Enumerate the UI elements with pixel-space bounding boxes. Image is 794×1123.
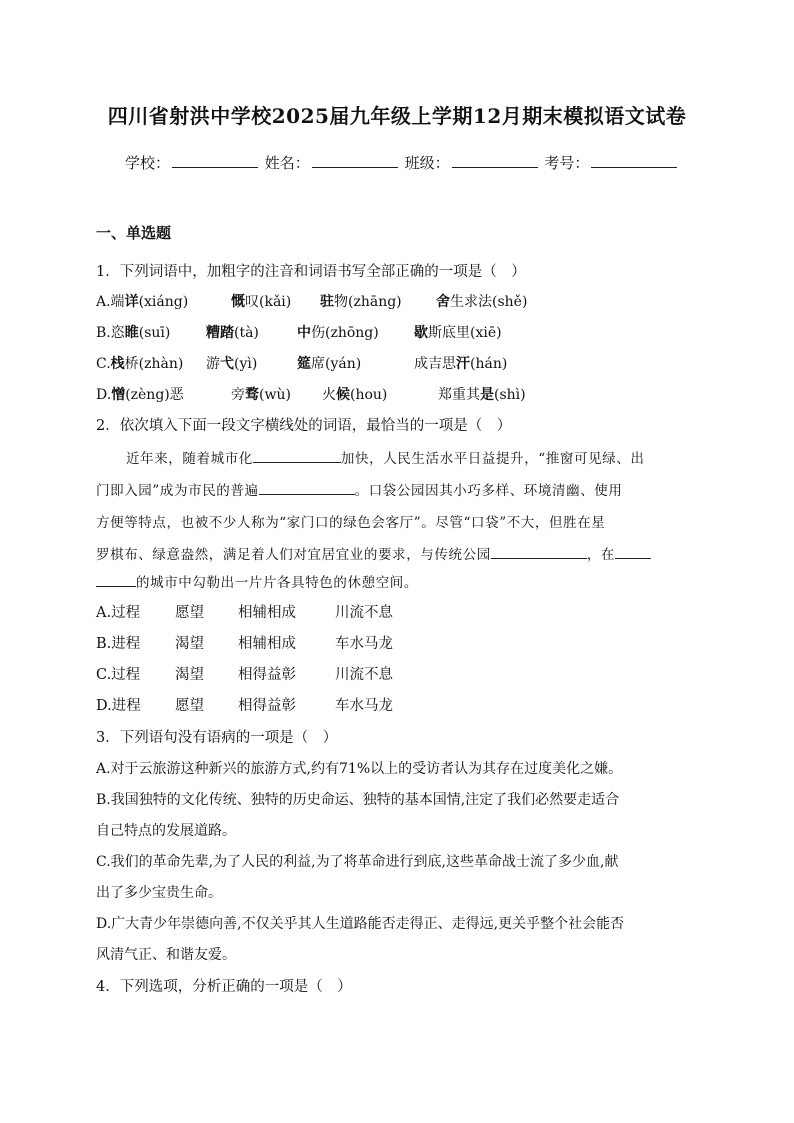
option-word: B.进程 — [96, 636, 141, 652]
q1d-text: 郑重其 — [438, 387, 480, 403]
q1b-text: 斯底里(xiē) — [428, 325, 502, 341]
blank-4-end[interactable] — [96, 574, 136, 587]
blank-1[interactable] — [253, 450, 341, 463]
q2-passage-line-3: 方便等特点，也被不少人称为“家门口的绿色会客厅”。尽管“口袋”不大，但胜在星 — [96, 515, 606, 531]
q3-option-b-line-2: 自己特点的发展道路。 — [96, 823, 236, 839]
q1d-text: (shì) — [494, 387, 526, 403]
q1c-text: 成吉思 — [414, 356, 456, 372]
option-word: 川流不息 — [335, 605, 393, 621]
q1b-bold: 踏 — [220, 325, 234, 341]
q3-option-c-line-2: 出了多少宝贵生命。 — [96, 885, 222, 901]
q1c-bold: 筵 — [297, 356, 311, 372]
q1c-text: C. — [96, 356, 111, 372]
passage-text: 门即入园”成为市民的普遍 — [96, 483, 259, 499]
q1-option-c — [96, 353, 507, 373]
q1a-text: 叹(kǎi) — [245, 294, 292, 310]
option-word: 渴望 — [175, 667, 204, 683]
q1d-text: (hou) — [350, 387, 388, 403]
passage-text: 。口袋公园因其小巧多样、环境清幽、使用 — [354, 483, 623, 499]
q1d-text: D. — [96, 387, 112, 403]
q1d-bold: 骛 — [245, 387, 259, 403]
blank-3[interactable] — [491, 546, 587, 559]
q2-passage-line-5 — [96, 571, 700, 591]
q3-stem: 3．下列语句没有语病的一项是（ ） — [96, 730, 338, 746]
option-word: 车水马龙 — [335, 698, 393, 714]
q2-option-a — [96, 601, 393, 622]
option-word: 相得益彰 — [238, 667, 296, 683]
q1c-text: (yì) — [234, 356, 258, 372]
option-word: 车水马龙 — [335, 636, 393, 652]
q1b-text: 伤(zhōng) — [311, 325, 379, 341]
option-word: 相辅相成 — [238, 605, 296, 621]
passage-text: 罗棋布、绿意盎然，满足着人们对宜居宜业的要求，与传统公园 — [96, 547, 491, 563]
option-word: 相得益彰 — [238, 698, 296, 714]
name-label: 姓名： — [264, 154, 310, 172]
q3-option-c-line-1: C.我们的革命先辈,为了人民的利益,为了将革命进行到底,这些革命战士流了多少血,献 — [96, 854, 619, 870]
q1b-text: (tà) — [234, 325, 259, 341]
q1b-text: B.恣 — [96, 325, 125, 341]
q2-option-d — [96, 694, 393, 715]
exam-title: 四川省射洪中学校2025届九年级上学期12月期末模拟语文试卷 — [107, 104, 687, 128]
q2-passage-line-1 — [126, 447, 730, 467]
q2-stem: 2．依次填入下面一段文字横线处的词语，最恰当的一项是（ ） — [96, 418, 512, 434]
q3-option-d-line-1: D.广大青少年崇德向善,不仅关乎其人生道路能否走得正、走得远,更关乎整个社会能否 — [96, 916, 625, 932]
option-word: 川流不息 — [335, 667, 393, 683]
q1d-text: 火 — [322, 387, 336, 403]
q3-option-d-line-2: 风清气正、和谐友爱。 — [96, 947, 236, 963]
q1c-bold: 弋 — [220, 356, 234, 372]
q1c-bold: 汗 — [456, 356, 470, 372]
option-word: D.进程 — [96, 698, 141, 714]
q1d-text: 旁 — [231, 387, 245, 403]
class-blank[interactable] — [452, 153, 538, 168]
q2-option-c — [96, 663, 393, 684]
q1a-text: 物(zhāng) — [334, 294, 402, 310]
passage-text: 近年来，随着城市化 — [126, 451, 253, 467]
option-word: 相辅相成 — [238, 636, 296, 652]
q1b-bold: 中 — [297, 325, 311, 341]
section-heading: 一、单选题 — [96, 224, 172, 242]
q1d-bold: 候 — [336, 387, 350, 403]
q4-stem: 4．下列选项，分析正确的一项是（ ） — [96, 979, 352, 995]
q1d-bold: 是 — [480, 387, 494, 403]
q1b-bold: 歇 — [414, 325, 428, 341]
q1-option-a — [96, 291, 527, 311]
school-blank[interactable] — [172, 153, 258, 168]
q1d-text: (zèng)恶 — [125, 387, 184, 403]
student-info-fields — [125, 152, 679, 173]
q1b-text: (suī) — [138, 325, 171, 341]
blank-4-start[interactable] — [615, 546, 651, 559]
number-blank[interactable] — [591, 153, 677, 168]
option-word: 愿望 — [175, 605, 204, 621]
q1a-bold: 舍 — [436, 294, 450, 310]
option-word: 愿望 — [175, 698, 204, 714]
q1-option-b — [96, 322, 502, 342]
q1d-bold: 憎 — [111, 387, 126, 403]
school-label: 学校： — [125, 154, 171, 172]
q2-option-b — [96, 632, 393, 653]
q2-passage-line-2 — [96, 479, 700, 499]
q1b-bold: 糟 — [206, 325, 220, 341]
q3-option-a: A.对于云旅游这种新兴的旅游方式,约有71%以上的受访者认为其存在过度美化之嫌。 — [96, 761, 623, 777]
q2-passage-line-4 — [96, 543, 700, 563]
option-word: A.过程 — [96, 605, 141, 621]
option-word: 渴望 — [175, 636, 204, 652]
name-blank[interactable] — [312, 153, 398, 168]
q1b-bold: 睢 — [124, 325, 139, 341]
q3-option-b-line-1: B.我国独特的文化传统、独特的历史命运、独特的基本国情,注定了我们必然要走适合 — [96, 792, 620, 808]
q1a-bold: 详 — [124, 294, 139, 310]
q1c-bold: 栈 — [110, 356, 125, 372]
q1a-bold: 慨 — [231, 294, 245, 310]
passage-text: 加快，人民生活水平日益提升，“推窗可见绿、出 — [340, 451, 645, 467]
q1d-text: (wù) — [259, 387, 291, 403]
passage-text: 的城市中勾勒出一片片各具特色的休憩空间。 — [136, 575, 418, 591]
passage-text: ，在 — [586, 547, 616, 563]
q1-option-d — [96, 384, 526, 404]
q1a-bold: 驻 — [320, 294, 334, 310]
q1c-text: 桥(zhàn) — [124, 356, 184, 372]
blank-2[interactable] — [259, 482, 355, 495]
option-word: C.过程 — [96, 667, 141, 683]
q1c-text: 游 — [206, 356, 220, 372]
q1c-text: (hán) — [470, 356, 508, 372]
q1-stem: 1．下列词语中，加粗字的注音和词语书写全部正确的一项是（ ） — [96, 264, 526, 280]
q1a-text: (xiáng) — [138, 294, 189, 310]
q1a-text: A.端 — [96, 294, 125, 310]
class-label: 班级： — [404, 154, 450, 172]
q1a-text: 生求法(shě) — [450, 294, 528, 310]
q1c-text: 席(yán) — [311, 356, 362, 372]
number-label: 考号： — [544, 154, 590, 172]
